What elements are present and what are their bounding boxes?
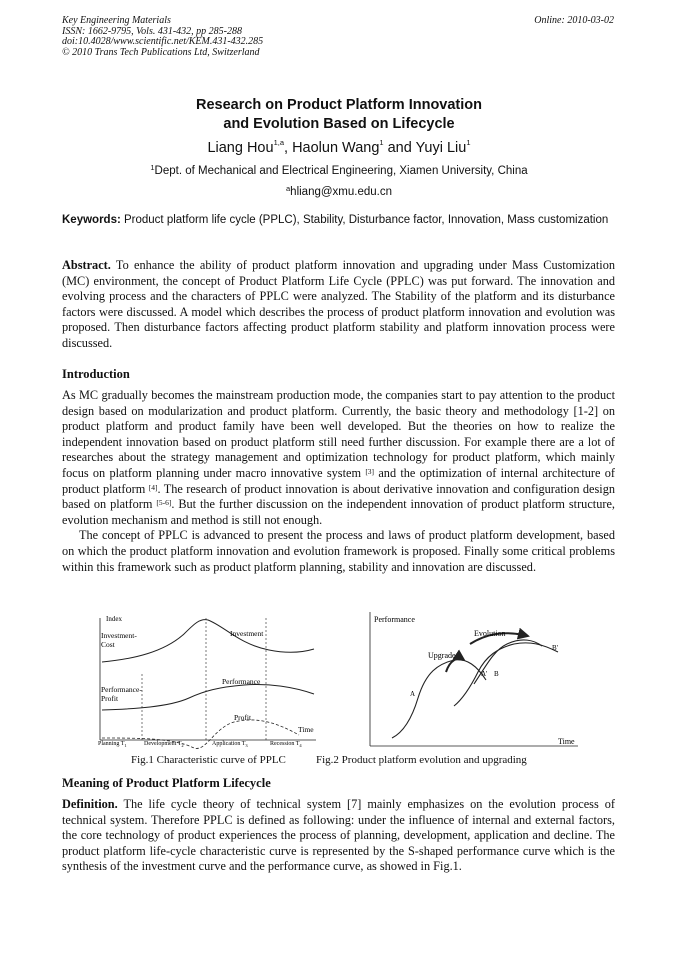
fig1-investment-cost-label: Investment- [101, 631, 137, 640]
fig2-time-label: Time [558, 737, 575, 746]
introduction-body [62, 388, 615, 575]
fig1-index-label: Index [106, 615, 122, 623]
fig1-investment-cost-label: Cost [101, 640, 115, 649]
fig1-phase-label: Recession T [270, 741, 300, 747]
fig2-performance-label: Performance [374, 615, 415, 624]
fig1-phase-recession [270, 741, 302, 748]
email-sup: a [286, 184, 291, 193]
affiliation [0, 165, 678, 177]
keywords-label: Keywords: [62, 214, 121, 226]
fig2-label-b: B [494, 670, 499, 678]
introduction-heading: Introduction [62, 367, 130, 381]
title-line-1: Research on Product Platform Innovation [195, 97, 482, 113]
author-separator: and [383, 140, 416, 156]
definition-text: The life cycle theory of technical system [7] mainly emphasizes on the evolution process of technical system. Therefore PPLC is defined as following: under the influence of internal and external factors, the core technology of product experiences the process of planning, development, application and decline. The product platform life-cycle characteristic curve is represented by the S-shaped performance curve which is the synthesis of the investment curve and the performance curve, as showed in Fig.1. [62, 797, 615, 874]
fig1-investment-curve [102, 620, 314, 662]
author-2: Haolun Wang [292, 140, 380, 156]
author-3: Yuyi Liu [415, 140, 467, 156]
intro-p1-part-d: . But the further discussion on the independent innovation of product platform structure, evolution mechanism and method is still not enough. [62, 497, 615, 527]
abstract [62, 258, 615, 352]
intro-p1-part-c: . The research of product innovation is about derivative innovation and configuration design based on platform [62, 481, 615, 512]
doi: doi:10.4028/www.scientific.net/KEM.431-432.285 [62, 36, 264, 47]
intro-paragraph-1 [62, 388, 615, 528]
fig1-phase-sub: 1 [124, 743, 127, 748]
affiliation-text: Dept. of Mechanical and Electrical Engineering, Xiamen University, China [154, 165, 528, 177]
fig1-phase-sub: 2 [181, 743, 184, 748]
fig2-label-b-prime: B' [552, 644, 558, 652]
abstract-label: Abstract. [62, 258, 111, 272]
ref-5-6: [5-6] [156, 498, 172, 508]
fig1-phase-application [212, 741, 248, 748]
fig1-phase-label: Development T [144, 741, 182, 747]
online-date: Online: 2010-03-02 [534, 15, 614, 26]
keywords [62, 212, 615, 228]
fig1-phase-sub: 4 [299, 743, 302, 748]
author-3-sup: 1 [466, 138, 471, 147]
fig1-caption: Fig.1 Characteristic curve of PPLC [131, 754, 286, 766]
fig1-performance-profit-label: Profit [101, 694, 119, 703]
journal-name: Key Engineering Materials [62, 15, 171, 26]
keywords-text: Product platform life cycle (PPLC), Stability, Disturbance factor, Innovation, Mass customization [124, 214, 609, 226]
authors [0, 140, 678, 156]
abstract-text: To enhance the ability of product platform innovation and upgrading under Mass Customization (MC) environment, the concept of Product Platform Life Cycle (PPLC) was put forward. The innovation and evolving process and the characters of PPLC were analyzed. The Stability of the platform and its disturbance factors were discussed. A model which describes the process of product platform innovation and evolution was proposed. Then disturbance factors affecting product platform stability and platform innovation process were discussed. [62, 258, 615, 350]
affiliation-sup: 1 [150, 163, 155, 172]
fig2-curve-a [392, 660, 486, 738]
author-2-sup: 1 [379, 138, 384, 147]
fig1-phase-label: Application T [212, 741, 246, 747]
fig1-performance-label: Performance [222, 677, 261, 686]
email-text: hliang@xmu.edu.cn [290, 186, 392, 198]
author-1: Liang Hou [207, 140, 274, 156]
author-separator: , [284, 140, 293, 156]
issn: ISSN: 1662-9795, Vols. 431-432, pp 285-288 [62, 25, 242, 37]
paper-title [0, 96, 678, 134]
fig1-phase-planning [98, 741, 127, 748]
fig1-profit-label: Profit [234, 713, 252, 722]
copyright: © 2010 Trans Tech Publications Ltd, Switzerland [62, 46, 260, 58]
ref-4: [4] [148, 482, 158, 492]
fig1-time-label: Time [298, 725, 314, 734]
definition-paragraph [62, 797, 615, 875]
fig2-label-a-prime: A' [481, 670, 488, 678]
intro-p1-part-b: and the optimization of internal architecture of product platform [62, 465, 615, 496]
fig1-phase-label: Planning T [98, 741, 125, 747]
definition-label: Definition. [62, 797, 118, 811]
fig2-evolution-label: Evolution [474, 629, 506, 638]
email [0, 186, 678, 198]
fig2-upgrade-label: Upgrade [428, 651, 456, 660]
meaning-heading: Meaning of Product Platform Lifecycle [62, 776, 271, 790]
fig1-phase-sub: 3 [245, 743, 248, 748]
fig1-phase-development [144, 741, 184, 748]
fig1-performance-profit-label: Performance- [101, 685, 142, 694]
title-line-2: and Evolution Based on Lifecycle [223, 116, 455, 132]
intro-paragraph-2: The concept of PPLC is advanced to present the process and laws of product platform development, based on which the product platform innovation and evolution framework is proposed. Finally some critical problems within this framework such as product platform planning, stability and innovation are discussed. [62, 528, 615, 574]
intro-p1-part-a: As MC gradually becomes the mainstream production mode, the companies start to pay attention to the product design based on modularization and product platform. Currently, the basic theory and methodology [1-2] on product platform and product family have been well developed. But the theories on how to realize the independent innovation based on product platform still need further discussion. For example there are a lot of researches about the strategy management and optimization technology for product platform, which mainly focus on platform planning under macro innovative system [62, 388, 615, 480]
fig1-investment-label: Investment [230, 629, 264, 638]
fig2-evolution-curve [362, 606, 584, 752]
journal-header [62, 16, 263, 58]
fig2-caption: Fig.2 Product platform evolution and upgrading [316, 754, 527, 766]
fig2-curve-b [454, 643, 558, 706]
author-1-sup: 1,a [273, 138, 284, 147]
fig1-pplc-curve [94, 612, 324, 750]
fig2-label-a: A [410, 690, 416, 698]
ref-3: [3] [365, 466, 375, 476]
